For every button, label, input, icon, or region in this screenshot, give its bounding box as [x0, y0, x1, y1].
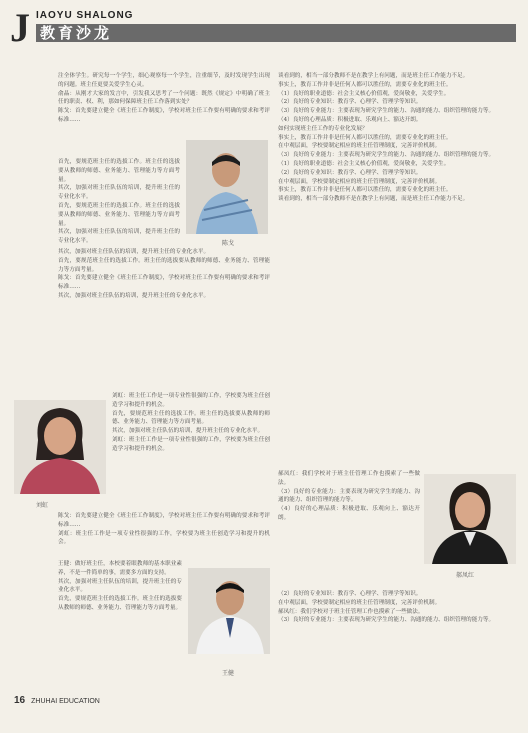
caption-chen-ge: 陈戈 [222, 240, 235, 247]
paragraph: 陈戈：首先要建立健全《班主任工作制度》，学校对班主任工作要有明确的要求和考评标准…… [58, 275, 270, 291]
portrait-photo-chen-ge [186, 140, 268, 234]
paragraph: （3）良好的专业能力：主要表现为研究学生的能力、沟通的能力、组织管理的能力等。 [278, 152, 495, 159]
paragraph: 事实上，教育工作并非是任何人都可以胜任的，需要专业化的班主任。 [278, 134, 452, 141]
paragraph: 事实上，教育工作并非是任何人都可以胜任的，需要专业化的班主任。 [278, 81, 452, 88]
paragraph: 如何实现班主任工作的专业化发展？ [278, 125, 368, 132]
paragraph: 其次，加强对班主任队伍的培训，提升班主任的专业化水平。 [58, 229, 180, 245]
paragraph: 谈看到的，相当一部分教师不是在教学上有问题，而是班主任工作能力不足。 [278, 196, 469, 203]
paragraph: 在中观层面，学校要制定相应的班主任管理制度，完善评价机制。 [278, 178, 441, 185]
magazine-name: ZHUHAI EDUCATION [31, 698, 100, 705]
paragraph: 陈戈：首先要建立健全《班主任工作制度》，学校对班主任工作要有明确的要求和考评标准…… [58, 513, 270, 528]
portrait-photo-hao-fenghong [424, 474, 516, 564]
right-column-hao [278, 470, 420, 590]
paragraph: （4）良好的心理品质：积极进取、乐观向上、豁达开朗。 [278, 116, 422, 123]
caption-hao-fenghong: 郝凤红 [456, 572, 475, 579]
paragraph: 刘虹：班主任工作是一项专业性很强的工作，学校要为班主任创造学习和提升的机会。 [58, 530, 270, 546]
portrait-image [186, 140, 268, 234]
portrait-image [188, 568, 270, 654]
paragraph: 陈戈：首先要建立健全《班主任工作制度》，学校对班主任工作要有明确的要求和考评标准…… [58, 108, 270, 123]
caption-wang-jian: 王健 [222, 670, 235, 677]
left-column-liu-hong [112, 392, 270, 508]
right-column-bottom [278, 590, 514, 688]
paragraph: （1）良好的职业道德：社会主义核心价值观，爱岗敬业，关爱学生。 [278, 160, 450, 167]
paragraph: 在中观层面，学校要制定相应的班主任管理制度，完善评价机制。 [278, 599, 441, 606]
paragraph: （1）良好的职业道德：社会主义核心价值观，爱岗敬业，关爱学生。 [278, 90, 450, 97]
left-column-wang-jian [58, 560, 182, 688]
header-big-letter: J [10, 5, 30, 50]
paragraph: 其次，加强对班主任队伍的培训，提升班主任的专业化水平。 [58, 249, 210, 255]
paragraph: 其次，加强对班主任队伍的培训，提升班主任的专业化水平。 [112, 428, 264, 435]
paragraph: 首先，要规范班主任的选拔工作。班主任的选拔要从教师的师德、业务能力、管理能力等方面考量。 [58, 596, 182, 611]
paragraph: 首先，要规范班主任的选拔工作。班主任的选拔要从教师的师德、业务能力、管理能力等方面考量。 [112, 410, 270, 426]
left-column-bridge [58, 512, 270, 558]
right-column-top [278, 72, 514, 480]
paragraph: 其次，加强对班主任队伍的培训，提升班主任的专业化水平。 [58, 578, 182, 594]
paragraph: 刘虹：班主任工作是一项专业性很强的工作，学校要为班主任创造学习和提升的机会。 [112, 393, 270, 408]
portrait-image [14, 400, 106, 494]
portrait-photo-liu-hong [14, 400, 106, 494]
paragraph: 其次，加强对班主任队伍的培训，提升班主任的专业化水平。 [58, 185, 180, 201]
paragraph: （3）良好的专业能力：主要表现为研究学生的能力、沟通的能力、组织管理的能力等。 [278, 488, 420, 504]
paragraph: （2）良好的专业知识：教育学、心理学、管理学等知识。 [278, 591, 422, 597]
page-number: 16 [14, 695, 26, 706]
paragraph: 首先，要规范班主任的选拔工作。班主任的选拔要从教师的师德、业务能力、管理能力等方面考量。 [58, 202, 180, 227]
paragraph: 俞晶：从刚才大家的发言中，引发我又思考了一个问题：既然《规定》中明确了班主任的职责、权、利，那如何保障班主任工作落到实处？ [58, 90, 270, 106]
paragraph: （2）良好的专业知识：教育学、心理学、管理学等知识。 [278, 169, 422, 176]
paragraph: 谈看到的，相当一部分教师不是在教学上有问题，而是班主任工作能力不足。 [278, 73, 469, 79]
header-chinese-title: 教育沙龙 [40, 24, 113, 42]
caption-liu-hong: 刘虹 [36, 502, 49, 509]
paragraph: 郝凤红：我们学校对于班主任管理工作也摸索了一些做法。 [278, 608, 424, 615]
paragraph: （3）良好的专业能力：主要表现为研究学生的能力、沟通的能力、组织管理的能力等。 [278, 108, 495, 115]
paragraph: （2）良好的专业知识：教育学、心理学、管理学等知识。 [278, 99, 422, 106]
section-header [10, 6, 518, 50]
paragraph: 在中观层面，学校要制定相应的班主任管理制度，完善评价机制。 [278, 143, 441, 150]
paragraph: 其次，加强对班主任队伍的培训，提升班主任的专业化水平。 [58, 292, 210, 299]
paragraph: 首先，要规范班主任的选拔工作。班主任的选拔要从教师的师德、业务能力、管理能力等方面考量。 [58, 257, 270, 273]
paragraph: 事实上，教育工作并非是任何人都可以胜任的，需要专业化的班主任。 [278, 187, 452, 194]
portrait-image [424, 474, 516, 564]
portrait-photo-wang-jian [188, 568, 270, 654]
header-latin-title: IAOYU SHALONG [36, 10, 134, 21]
paragraph: 王健：做好班主任，本校要着眼教师的基本职业素养，不是一件简单的事，需要多方面的支持。 [58, 561, 182, 576]
paragraph: 注全体学生。研究每一个学生，细心观察每一个学生，注重细节，及时发现学生出现的问题。班主任更要关爱学生心灵。 [58, 73, 270, 88]
left-column-lower [58, 248, 270, 386]
paragraph: （4）良好的心理品质：积极进取、乐观向上、豁达开朗。 [278, 506, 420, 521]
paragraph: 刘虹：班主任工作是一项专业性很强的工作，学校要为班主任创造学习和提升的机会。 [112, 436, 270, 452]
paragraph: 郝凤红：我们学校对于班主任管理工作也摸索了一些做法。 [278, 471, 420, 486]
paragraph: 首先，要规范班主任的选拔工作。班主任的选拔要从教师的师德、业务能力、管理能力等方面考量。 [58, 159, 180, 183]
paragraph: （3）良好的专业能力：主要表现为研究学生的能力、沟通的能力、组织管理的能力等。 [278, 617, 495, 624]
page-footer [14, 695, 100, 706]
